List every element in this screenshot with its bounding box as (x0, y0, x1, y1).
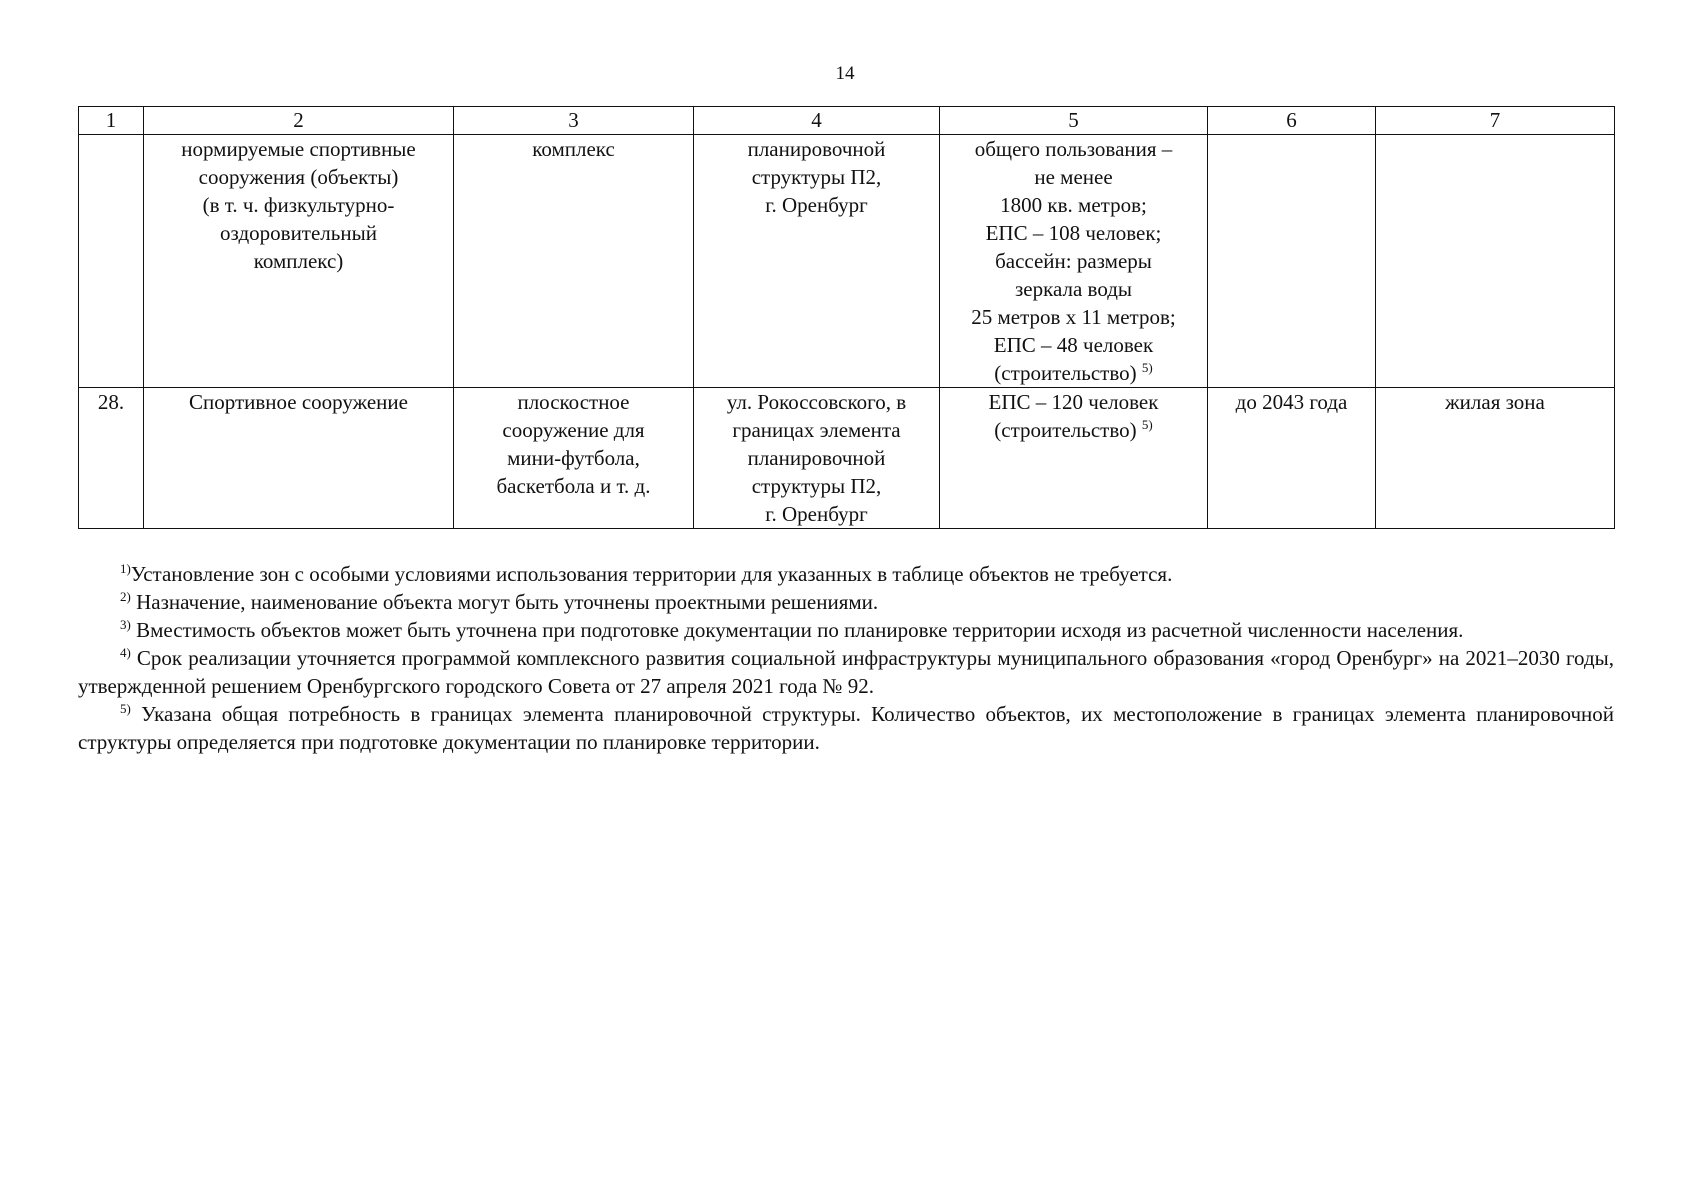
cell-line: ул. Рокоссовского, в (726, 390, 907, 414)
footnote (78, 700, 1614, 756)
object-name-cell (144, 135, 454, 388)
cell-line (945, 359, 1202, 387)
footnote (78, 644, 1614, 700)
objects-table (78, 106, 1615, 529)
cell-line: общего пользования – (974, 137, 1173, 161)
cell-line: сооружения (объекты) (198, 165, 399, 189)
header-cell-6: 6 (1208, 107, 1376, 135)
cell-line: оздоровительный (220, 221, 377, 245)
cell-line: бассейн: размеры (995, 249, 1152, 273)
footnote-marker: 1) (120, 561, 131, 576)
cell-line: (в т. ч. физкультурно- (202, 193, 395, 217)
cell-line: планировочной (747, 137, 886, 161)
cell-line: сооружение для (502, 418, 645, 442)
table-row (79, 135, 1615, 388)
footnote (78, 560, 1614, 588)
cell-line: структуры П2, (751, 165, 882, 189)
header-cell-7: 7 (1376, 107, 1615, 135)
characteristics-cell (940, 388, 1208, 529)
footnote-text: Вместимость объектов может быть уточнена при подготовке документации по планировке территории исходя из расчетной численности населения. (130, 618, 1464, 642)
footnote-marker: 5) (1141, 417, 1153, 432)
footnote (78, 616, 1614, 644)
location-cell (694, 135, 940, 388)
row-number-cell: 28. (79, 388, 144, 529)
footnote-text: Указана общая потребность в границах элемента планировочной структуры. Количество объектов, их местоположение в границах элемента планировочной структуры определяется при подготовке документации по планировке территории. (78, 702, 1614, 754)
cell-line: г. Оренбург (765, 193, 868, 217)
cell-line: комплекс) (253, 249, 344, 273)
cell-line (945, 416, 1202, 444)
footnote-marker: 3) (120, 617, 131, 632)
header-cell-2: 2 (144, 107, 454, 135)
cell-line: планировочной (747, 446, 886, 470)
page-number: 14 (835, 63, 855, 84)
footnote-marker: 5) (1141, 360, 1153, 375)
header-cell-1: 1 (79, 107, 144, 135)
cell-line: границах элемента (732, 418, 901, 442)
header-cell-4: 4 (694, 107, 940, 135)
cell-line: г. Оренбург (765, 502, 868, 526)
cell-line: ЕПС – 48 человек (993, 333, 1154, 357)
footnote-text: Срок реализации уточняется программой комплексного развития социальной инфраструктуры муниципального образования «город Оренбург» на 2021–2030 годы, утвержденной решением Оренбургского городского Совета от 27 апреля 2021 года № 92. (78, 646, 1614, 698)
zone-cell: жилая зона (1376, 388, 1615, 529)
table-row (79, 388, 1615, 529)
object-type-cell (454, 388, 694, 529)
cell-line: зеркала воды (1014, 277, 1133, 301)
cell-line: 25 метров х 11 метров; (971, 305, 1176, 329)
cell-line: комплекс (532, 137, 615, 161)
cell-line: мини-футбола, (507, 446, 640, 470)
characteristics-cell (940, 135, 1208, 388)
deadline-cell: до 2043 года (1208, 388, 1376, 529)
header-cell-3: 3 (454, 107, 694, 135)
cell-line: баскетбола и т. д. (496, 474, 651, 498)
cell-line: ЕПС – 108 человек; (985, 221, 1162, 245)
footnote (78, 588, 1614, 616)
location-cell (694, 388, 940, 529)
cell-line: ЕПС – 120 человек (988, 390, 1159, 414)
cell-line: нормируемые спортивные (181, 137, 416, 161)
cell-text: (строительство) (994, 418, 1137, 442)
footnote-marker: 2) (120, 589, 131, 604)
footnotes (78, 560, 1614, 756)
row-number-cell (79, 135, 144, 388)
zone-cell (1376, 135, 1615, 388)
deadline-cell (1208, 135, 1376, 388)
header-cell-5: 5 (940, 107, 1208, 135)
footnote-marker: 5) (120, 701, 131, 716)
table-header-row (79, 107, 1615, 135)
cell-text: (строительство) (994, 361, 1137, 385)
cell-line: структуры П2, (751, 474, 882, 498)
object-name-cell (144, 388, 454, 529)
cell-line: не менее (1034, 165, 1113, 189)
cell-line: 1800 кв. метров; (1000, 193, 1147, 217)
object-type-cell (454, 135, 694, 388)
footnote-text: Назначение, наименование объекта могут быть уточнены проектными решениями. (130, 590, 879, 614)
footnote-marker: 4) (120, 645, 131, 660)
cell-line: плоскостное (517, 390, 630, 414)
footnote-text: Установление зон с особыми условиями использования территории для указанных в таблице объектов не требуется. (130, 562, 1173, 586)
cell-line: Спортивное сооружение (189, 390, 408, 414)
